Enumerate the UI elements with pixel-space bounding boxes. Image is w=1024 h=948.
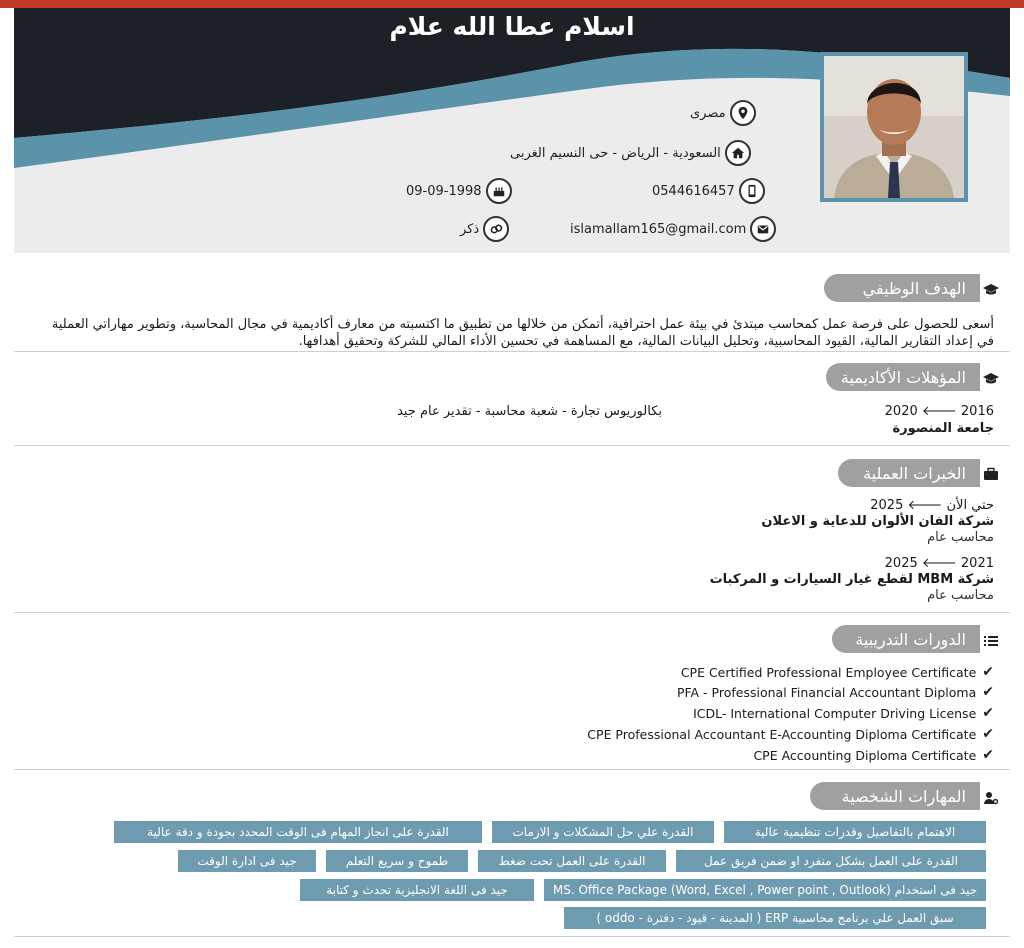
arrow-left-icon: 🡐	[921, 404, 957, 419]
skill-tag: سبق العمل علي برنامج محاسبية ERP ( المدينة - قيود - دفترة - oddo )	[564, 907, 986, 929]
phone-text: 0544616457	[652, 183, 735, 199]
experience-1-to: حتي الأن	[946, 498, 994, 513]
experience-section-title: الخبرات العملية	[838, 459, 980, 487]
briefcase-icon	[980, 463, 1002, 485]
course-item	[677, 684, 994, 700]
course-item	[587, 726, 994, 742]
arrow-left-icon: 🡐	[921, 556, 957, 571]
objective-section-title: الهدف الوظيفي	[824, 274, 980, 302]
top-accent-bar	[0, 0, 1024, 8]
course-text: PFA - Professional Financial Accountant Diploma	[676, 684, 977, 700]
birthday-cake-icon	[486, 178, 512, 204]
experience-2-role: محاسب عام	[927, 588, 994, 603]
section-divider	[14, 936, 1010, 937]
checkmark-icon: ✔	[982, 726, 994, 742]
skill-tag: القدرة علي حل المشكلات و الازمات	[492, 821, 714, 843]
arrow-left-icon: 🡐	[907, 498, 943, 513]
education-from: 2016	[960, 404, 994, 419]
cv-header	[14, 8, 1010, 253]
objective-text: أسعى للحصول على فرصة عمل كمحاسب مبتدئ في بيئة عمل احترافية، أتمكن من خلالها من تطبيق ما اكتسبته من معارف أكاديمية في مجال المحاسبة، وتطوير مهاراتي العملية في إعداد التقارير المالية، القيود المحاسبية، وتحليل البيانات المالية، مع المساهمة في تحسين الأداء المالي للشركة وتحقيق أهدافها.	[51, 317, 994, 349]
phone-row	[652, 178, 765, 204]
checkmark-icon: ✔	[982, 747, 994, 763]
graduation-cap-icon	[980, 278, 1002, 300]
checkmark-icon: ✔	[982, 705, 994, 721]
birthdate-text: 09-09-1998	[406, 183, 482, 199]
experience-1-from: 2025	[870, 498, 904, 513]
experience-2-from: 2021	[960, 556, 994, 571]
home-icon	[725, 140, 751, 166]
experience-2-to: 2025	[884, 556, 918, 571]
gender-text: ذكر	[460, 221, 480, 237]
checkmark-icon: ✔	[982, 684, 994, 700]
skill-tag: الاهتمام بالتفاصيل وقدرات تنظيمية عالية	[724, 821, 986, 843]
experience-1-dates	[694, 497, 994, 514]
cv-page	[14, 8, 1010, 948]
address-row	[510, 140, 751, 166]
section-divider	[14, 769, 1010, 770]
skill-tag: القدرة على العمل بشكل منفرد او ضمن فريق عمل	[676, 850, 986, 872]
course-item	[753, 747, 994, 763]
section-divider	[14, 612, 1010, 613]
courses-section-title: الدورات التدريبية	[832, 625, 980, 653]
experience-1-role: محاسب عام	[927, 530, 994, 545]
nationality-row	[690, 100, 756, 126]
education-section-title: المؤهلات الأكاديمية	[826, 363, 980, 391]
education-degree: بكالوريوس تجارة - شعبة محاسبة - تقدير عام جيد	[397, 404, 662, 419]
education-university: جامعة المنصورة	[892, 421, 994, 436]
education-to: 2020	[884, 404, 918, 419]
course-text: CPE Certified Professional Employee Certificate	[680, 664, 977, 680]
experience-2-dates	[694, 555, 994, 572]
course-text: CPE Professional Accountant E-Accounting Diploma Certificate	[587, 726, 977, 742]
email-row	[570, 216, 776, 242]
skills-section-title: المهارات الشخصية	[810, 782, 980, 810]
address-text: السعودية - الرياض - حى النسيم الغربى	[510, 145, 721, 161]
course-text: ICDL- International Computer Driving License	[693, 705, 977, 721]
skill-tag: القدرة على انجاز المهام فى الوقت المحدد بجودة و دقة عالية	[114, 821, 482, 843]
experience-2-company: شركة MBM لقطع غيار السيارات و المركبات	[709, 572, 994, 587]
birthdate-row	[406, 178, 512, 204]
education-dates	[794, 403, 994, 420]
skill-tag: جيد فى استخدام MS. Office Package (Word, Excel , Power point , Outlook)	[544, 879, 986, 901]
gender-row	[460, 216, 509, 242]
skill-tag: جيد فى ادارة الوقت	[178, 850, 316, 872]
skill-tag: القدرة على العمل تحت ضغط	[478, 850, 666, 872]
course-item	[693, 705, 994, 721]
email-text: islamallam165@gmail.com	[570, 221, 747, 237]
section-divider	[14, 445, 1010, 446]
email-icon	[750, 216, 776, 242]
profile-photo	[820, 52, 968, 202]
nationality-text: مصرى	[690, 105, 726, 121]
graduation-cap-icon	[980, 367, 1002, 389]
location-pin-icon	[730, 100, 756, 126]
user-gear-icon	[980, 787, 1002, 809]
course-item	[681, 664, 994, 680]
section-divider	[14, 351, 1010, 352]
experience-1-company: شركة الفان الألوان للدعاية و الاعلان	[761, 514, 994, 529]
gender-icon	[483, 216, 509, 242]
candidate-name: اسلام عطا الله علام	[389, 12, 635, 41]
skill-tag: جيد فى اللغة الانجليزية تحدث و كتابة	[300, 879, 534, 901]
skill-tag: طموح و سريع التعلم	[326, 850, 468, 872]
course-text: CPE Accounting Diploma Certificate	[753, 747, 977, 763]
mobile-phone-icon	[739, 178, 765, 204]
list-icon	[980, 630, 1002, 652]
checkmark-icon: ✔	[982, 664, 994, 680]
